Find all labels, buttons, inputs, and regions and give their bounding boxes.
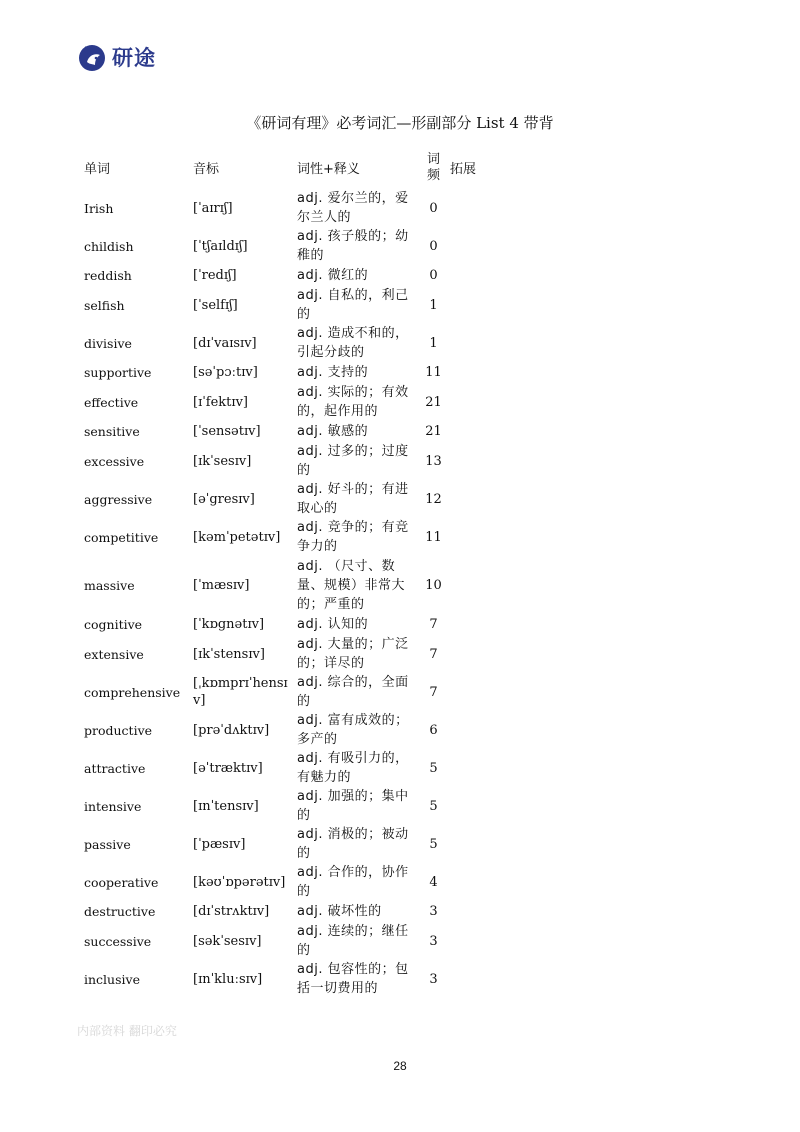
frequency-cell: 5 <box>429 798 438 814</box>
header-phonetic: 音标 <box>193 162 220 177</box>
word-cell: reddish <box>84 268 132 283</box>
extension-cell <box>450 863 750 901</box>
frequency-cell: 0 <box>429 238 438 254</box>
page-number: 28 <box>393 1059 407 1073</box>
extension-cell <box>450 614 750 635</box>
phonetic-cell: [prəˈdʌktɪv] <box>193 722 270 738</box>
table-row <box>84 901 750 922</box>
vocabulary-table <box>84 146 750 998</box>
extension-cell <box>450 901 750 922</box>
extension-cell <box>450 922 750 960</box>
definition-cell: adj. 自私的，利己的 <box>297 288 409 322</box>
table-row <box>84 324 750 362</box>
definition-cell: adj. 过多的；过度的 <box>297 444 409 478</box>
phonetic-cell: [ˈsensətɪv] <box>193 424 261 439</box>
frequency-cell: 21 <box>425 394 442 410</box>
definition-cell: adj. 合作的，协作的 <box>297 865 409 899</box>
definition-cell: adj. 综合的，全面的 <box>297 675 409 709</box>
extension-cell <box>450 480 750 518</box>
extension-cell <box>450 673 750 711</box>
unicorn-logo-icon <box>76 42 108 72</box>
phonetic-cell: [ɪnˈtensɪv] <box>193 798 259 814</box>
word-cell: sensitive <box>84 424 140 439</box>
definition-cell: adj. 有吸引力的，有魅力的 <box>297 751 409 785</box>
frequency-cell: 5 <box>429 760 438 776</box>
phonetic-cell: [kəʊˈɒpərətɪv] <box>193 874 286 890</box>
table-row <box>84 265 750 286</box>
table-row <box>84 711 750 749</box>
phonetic-cell: [əˈtræktɪv] <box>193 760 263 776</box>
table-row <box>84 614 750 635</box>
table-row <box>84 480 750 518</box>
table-row <box>84 960 750 998</box>
extension-cell <box>450 635 750 673</box>
table-row <box>84 286 750 324</box>
logo-text: 研途 <box>112 46 156 70</box>
table-row <box>84 189 750 227</box>
phonetic-cell: [kəmˈpetətɪv] <box>193 529 281 545</box>
watermark-text: 内部资料 翻印必究 <box>77 1024 177 1038</box>
extension-cell <box>450 383 750 421</box>
word-cell: productive <box>84 722 153 738</box>
definition-cell: adj. 连续的；继任的 <box>297 924 409 958</box>
word-cell: effective <box>84 394 139 410</box>
frequency-cell: 1 <box>429 335 438 351</box>
header-frequency <box>417 146 450 189</box>
definition-cell: adj. 爱尔兰的，爱尔兰人的 <box>297 191 409 225</box>
table-row <box>84 442 750 480</box>
phonetic-cell: [səkˈsesɪv] <box>193 933 262 949</box>
definition-cell: adj. 竞争的；有竞争力的 <box>297 520 409 554</box>
definition-cell: adj. 富有成效的；多产的 <box>297 713 409 747</box>
definition-cell: adj. 加强的；集中的 <box>297 789 409 823</box>
frequency-cell: 5 <box>429 836 438 852</box>
phonetic-cell: [ˈkɒgnətɪv] <box>193 617 265 632</box>
table-row <box>84 556 750 614</box>
definition-cell: adj. 敏感的 <box>297 424 369 439</box>
phonetic-cell: [əˈgresɪv] <box>193 491 255 507</box>
definition-cell: adj. 破坏性的 <box>297 904 382 919</box>
table-row <box>84 749 750 787</box>
phonetic-cell: [ˈaɪrɪʃ] <box>193 200 233 216</box>
extension-cell <box>450 442 750 480</box>
definition-cell: adj. 消极的；被动的 <box>297 827 409 861</box>
extension-cell <box>450 286 750 324</box>
word-cell: divisive <box>84 335 132 351</box>
definition-cell: adj. 造成不和的，引起分歧的 <box>297 326 409 360</box>
definition-cell: adj. （尺寸、数量、规模）非常大的；严重的 <box>297 558 406 612</box>
word-cell: successive <box>84 933 152 949</box>
phonetic-cell: [ˈmæsɪv] <box>193 577 250 593</box>
definition-cell: adj. 支持的 <box>297 365 369 380</box>
frequency-cell: 7 <box>429 684 438 700</box>
page-title: 《研词有理》必考词汇—形副部分 List 4 带背 <box>246 114 554 132</box>
definition-cell: adj. 孩子般的；幼稚的 <box>297 229 409 263</box>
frequency-cell: 0 <box>429 268 438 283</box>
extension-cell <box>450 265 750 286</box>
word-cell: passive <box>84 836 131 852</box>
table-row <box>84 518 750 556</box>
phonetic-cell: [ˈtʃaɪldɪʃ] <box>193 238 248 254</box>
frequency-cell: 3 <box>429 904 438 919</box>
header-definition: 词性+释义 <box>297 162 360 177</box>
brand-logo <box>76 42 156 72</box>
extension-cell <box>450 556 750 614</box>
frequency-cell: 4 <box>429 874 438 890</box>
table-row <box>84 227 750 265</box>
extension-cell <box>450 787 750 825</box>
table-row <box>84 421 750 442</box>
frequency-cell: 7 <box>429 646 438 662</box>
table-row <box>84 362 750 383</box>
header-frequency-line2: 频 <box>426 167 440 183</box>
definition-cell: adj. 微红的 <box>297 268 369 283</box>
word-cell: destructive <box>84 904 156 919</box>
word-cell: cognitive <box>84 617 143 632</box>
word-cell: intensive <box>84 798 142 814</box>
word-cell: childish <box>84 238 134 254</box>
table-row <box>84 673 750 711</box>
frequency-cell: 10 <box>425 577 442 593</box>
word-cell: inclusive <box>84 971 140 987</box>
extension-cell <box>450 825 750 863</box>
definition-cell: adj. 好斗的；有进取心的 <box>297 482 409 516</box>
phonetic-cell: [ɪnˈkluːsɪv] <box>193 971 263 987</box>
frequency-cell: 0 <box>429 200 438 216</box>
table-header-row <box>84 146 750 189</box>
phonetic-cell: [dɪˈstrʌktɪv] <box>193 904 270 919</box>
word-cell: massive <box>84 577 135 593</box>
extension-cell <box>450 227 750 265</box>
table-row <box>84 383 750 421</box>
definition-cell: adj. 认知的 <box>297 617 369 632</box>
word-cell: Irish <box>84 200 114 216</box>
word-cell: excessive <box>84 453 145 469</box>
word-cell: attractive <box>84 760 146 776</box>
extension-cell <box>450 960 750 998</box>
phonetic-cell: [ɪkˈstensɪv] <box>193 646 265 662</box>
frequency-cell: 11 <box>425 365 442 380</box>
word-cell: cooperative <box>84 874 159 890</box>
frequency-cell: 1 <box>429 297 438 313</box>
table-row <box>84 635 750 673</box>
frequency-cell: 13 <box>425 453 442 469</box>
phonetic-cell: [dɪˈvaɪsɪv] <box>193 335 257 351</box>
table-row <box>84 863 750 901</box>
phonetic-cell: [ˈselfɪʃ] <box>193 297 238 313</box>
header-word: 单词 <box>84 162 111 177</box>
definition-cell: adj. 包容性的；包括一切费用的 <box>297 962 409 996</box>
phonetic-cell: [ˈpæsɪv] <box>193 836 246 852</box>
definition-cell: adj. 实际的；有效的，起作用的 <box>297 385 409 419</box>
header-extension: 拓展 <box>450 162 477 177</box>
phonetic-cell: [ˈredɪʃ] <box>193 268 237 283</box>
extension-cell <box>450 711 750 749</box>
extension-cell <box>450 324 750 362</box>
extension-cell <box>450 421 750 442</box>
word-cell: extensive <box>84 646 144 662</box>
word-cell: aggressive <box>84 491 153 507</box>
frequency-cell: 6 <box>429 722 438 738</box>
word-cell: supportive <box>84 365 152 380</box>
frequency-cell: 3 <box>429 971 438 987</box>
word-cell: comprehensive <box>84 684 181 700</box>
word-cell: competitive <box>84 529 159 545</box>
extension-cell <box>450 189 750 227</box>
definition-cell: adj. 大量的；广泛的；详尽的 <box>297 637 409 671</box>
table-row <box>84 787 750 825</box>
frequency-cell: 7 <box>429 617 438 632</box>
header-frequency-line1: 词 <box>426 151 440 167</box>
extension-cell <box>450 362 750 383</box>
frequency-cell: 11 <box>425 529 442 545</box>
frequency-cell: 21 <box>425 424 442 439</box>
frequency-cell: 12 <box>425 491 442 507</box>
phonetic-cell: [ɪkˈsesɪv] <box>193 453 252 469</box>
phonetic-cell: [səˈpɔːtɪv] <box>193 365 258 380</box>
extension-cell <box>450 518 750 556</box>
table-row <box>84 825 750 863</box>
table-row <box>84 922 750 960</box>
word-cell: selfish <box>84 297 125 313</box>
phonetic-cell: [ˌkɒmprɪˈhensɪv] <box>193 676 288 708</box>
phonetic-cell: [ɪˈfektɪv] <box>193 394 248 410</box>
frequency-cell: 3 <box>429 933 438 949</box>
extension-cell <box>450 749 750 787</box>
